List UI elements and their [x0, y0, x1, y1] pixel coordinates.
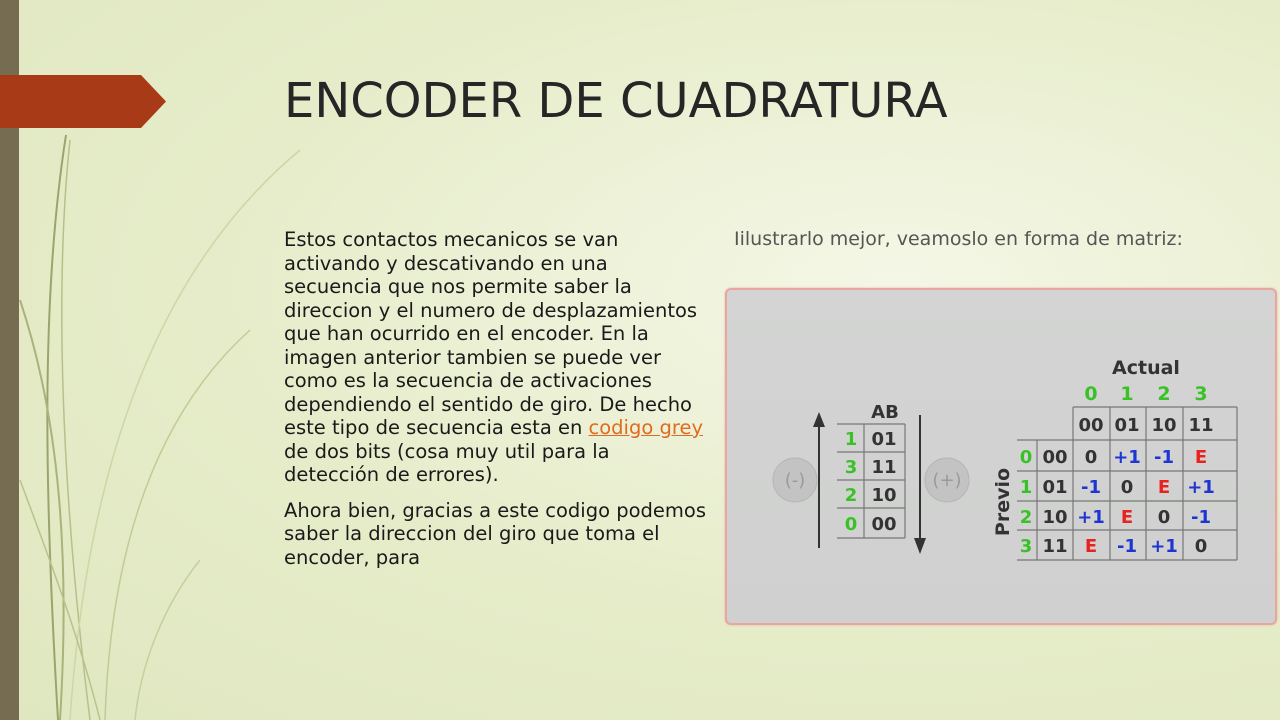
actual-label: Actual: [1112, 357, 1180, 379]
row-code: 11: [1042, 536, 1068, 557]
paragraph-1-text: Estos contactos mecanicos se van activando y descativando en una secuencia que nos permite saber la direccion y el numero de desplazamientos que han ocurrido en el encoder. En la imagen anterior tambien se puede ver como es la secuencia de activaciones dependiendo el sentido de giro. De hecho este tipo de secuencia esta en: [284, 228, 698, 439]
col-code: 11: [1188, 415, 1214, 436]
matrix-cell: 0: [1194, 536, 1208, 557]
matrix-cell: 0: [1120, 477, 1134, 498]
matrix-cell: -1: [1154, 447, 1174, 468]
row-code: 10: [1042, 507, 1068, 528]
col-index: 0: [1084, 383, 1098, 405]
ab-header: AB: [871, 402, 899, 423]
minus-label: (-): [784, 470, 806, 491]
seq-code: 01: [871, 429, 897, 450]
row-code: 00: [1042, 447, 1068, 468]
rotation-minus-icon: [773, 458, 817, 502]
matrix-cell: +1: [1077, 507, 1105, 528]
row-index: 2: [1019, 507, 1033, 528]
row-index: 0: [1019, 447, 1033, 468]
matrix-intro-text: Iilustrarlo mejor, veamoslo en forma de matriz:: [734, 228, 1183, 250]
matrix-cell: +1: [1150, 536, 1178, 557]
col-index: 2: [1157, 383, 1171, 405]
row-index: 3: [1019, 536, 1033, 557]
seq-index: 0: [844, 514, 858, 535]
plus-label: (+): [932, 470, 962, 491]
paragraph-1-tail: de dos bits (cosa muy util para la detección de errores).: [284, 439, 610, 486]
seq-code: 10: [871, 485, 897, 506]
seq-code: 11: [871, 457, 897, 478]
seq-index: 1: [844, 429, 858, 450]
row-index: 1: [1019, 477, 1033, 498]
matrix-cell: +1: [1187, 477, 1215, 498]
paragraph-2: Ahora bien, gracias a este codigo podemos saber la direccion del giro que toma el encoder, para: [284, 498, 707, 569]
slide-title: ENCODER DE CUADRATURA: [284, 73, 948, 129]
col-code: 01: [1114, 415, 1140, 436]
matrix-cell: -1: [1117, 536, 1137, 557]
col-code: 00: [1078, 415, 1104, 436]
arrow-down-icon: [914, 415, 926, 554]
row-code: 01: [1042, 477, 1068, 498]
col-index: 1: [1120, 383, 1134, 405]
title-arrow-icon: [0, 75, 166, 128]
body-text-column: [284, 228, 709, 581]
rotation-plus-icon: [925, 458, 969, 502]
encoder-matrix-figure: [725, 288, 1277, 625]
matrix-cell: E: [1194, 447, 1208, 468]
matrix-cell: E: [1084, 536, 1098, 557]
matrix-cell: 0: [1084, 447, 1098, 468]
matrix-cell: +1: [1113, 447, 1141, 468]
seq-code: 00: [871, 514, 897, 535]
matrix-cell: E: [1157, 477, 1171, 498]
seq-index: 3: [844, 457, 858, 478]
col-index: 3: [1194, 383, 1208, 405]
codigo-grey-link[interactable]: codigo grey: [588, 416, 703, 439]
matrix-cell: -1: [1081, 477, 1101, 498]
matrix-cell: 0: [1157, 507, 1171, 528]
col-code: 10: [1151, 415, 1177, 436]
matrix-cell: E: [1120, 507, 1134, 528]
paragraph-1: [284, 228, 709, 487]
matrix-cell: -1: [1191, 507, 1211, 528]
previo-label: Previo: [992, 467, 1014, 537]
seq-index: 2: [844, 485, 858, 506]
